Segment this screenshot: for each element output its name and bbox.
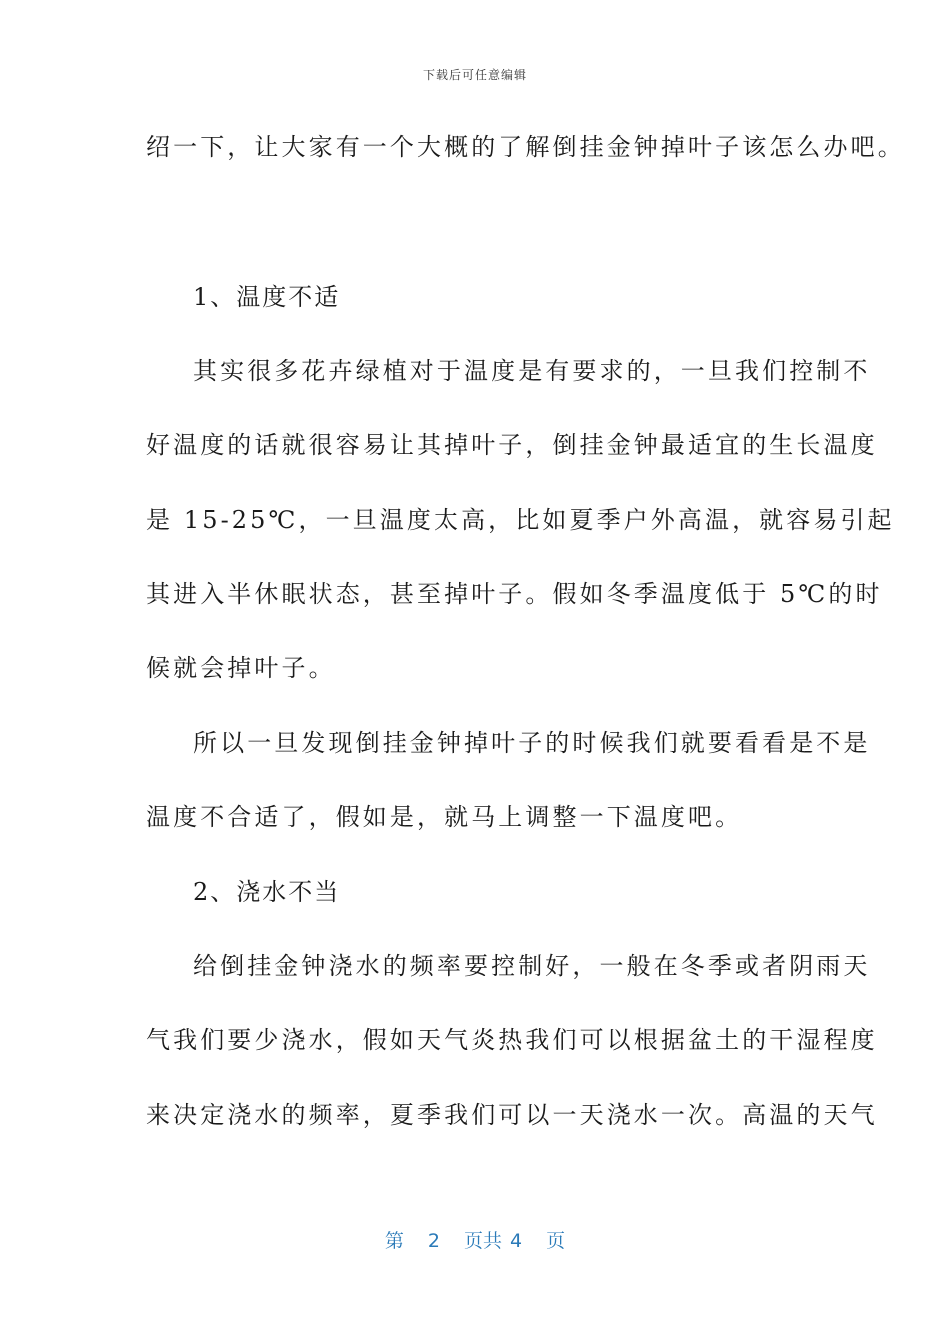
section-heading: 2、浇水不当 xyxy=(193,878,341,906)
footer-prefix: 第 xyxy=(384,1230,404,1252)
paragraph-line: 绍一下，让大家有一个大概的了解倒挂金钟掉叶子该怎么办吧。 xyxy=(146,133,905,161)
paragraph-line: 是 15-25℃，一旦温度太高，比如夏季户外高温，就容易引起 xyxy=(146,506,895,534)
paragraph-line: 好温度的话就很容易让其掉叶子，倒挂金钟最适宜的生长温度 xyxy=(146,431,878,459)
footer-middle: 页共 xyxy=(463,1230,502,1252)
paragraph-line: 温度不合适了，假如是，就马上调整一下温度吧。 xyxy=(146,803,743,831)
paragraph-line: 所以一旦发现倒挂金钟掉叶子的时候我们就要看看是不是 xyxy=(193,729,871,757)
paragraph-line: 气我们要少浇水，假如天气炎热我们可以根据盆土的干湿程度 xyxy=(146,1026,878,1054)
section-heading: 1、温度不适 xyxy=(193,283,341,311)
current-page-number: 2 xyxy=(427,1230,440,1252)
footer-suffix: 页 xyxy=(546,1230,566,1252)
paragraph-line: 给倒挂金钟浇水的频率要控制好，一般在冬季或者阴雨天 xyxy=(193,952,871,980)
paragraph-line: 候就会掉叶子。 xyxy=(146,654,336,682)
page-header: 下载后可任意编辑 xyxy=(422,68,527,82)
paragraph-line: 其进入半休眠状态，甚至掉叶子。假如冬季温度低于 5℃的时 xyxy=(146,580,883,608)
total-pages-number: 4 xyxy=(510,1230,523,1252)
paragraph-line: 其实很多花卉绿植对于温度是有要求的，一旦我们控制不 xyxy=(193,357,871,385)
paragraph-line: 来决定浇水的频率，夏季我们可以一天浇水一次。高温的天气 xyxy=(146,1101,878,1129)
page-footer xyxy=(0,1226,950,1253)
